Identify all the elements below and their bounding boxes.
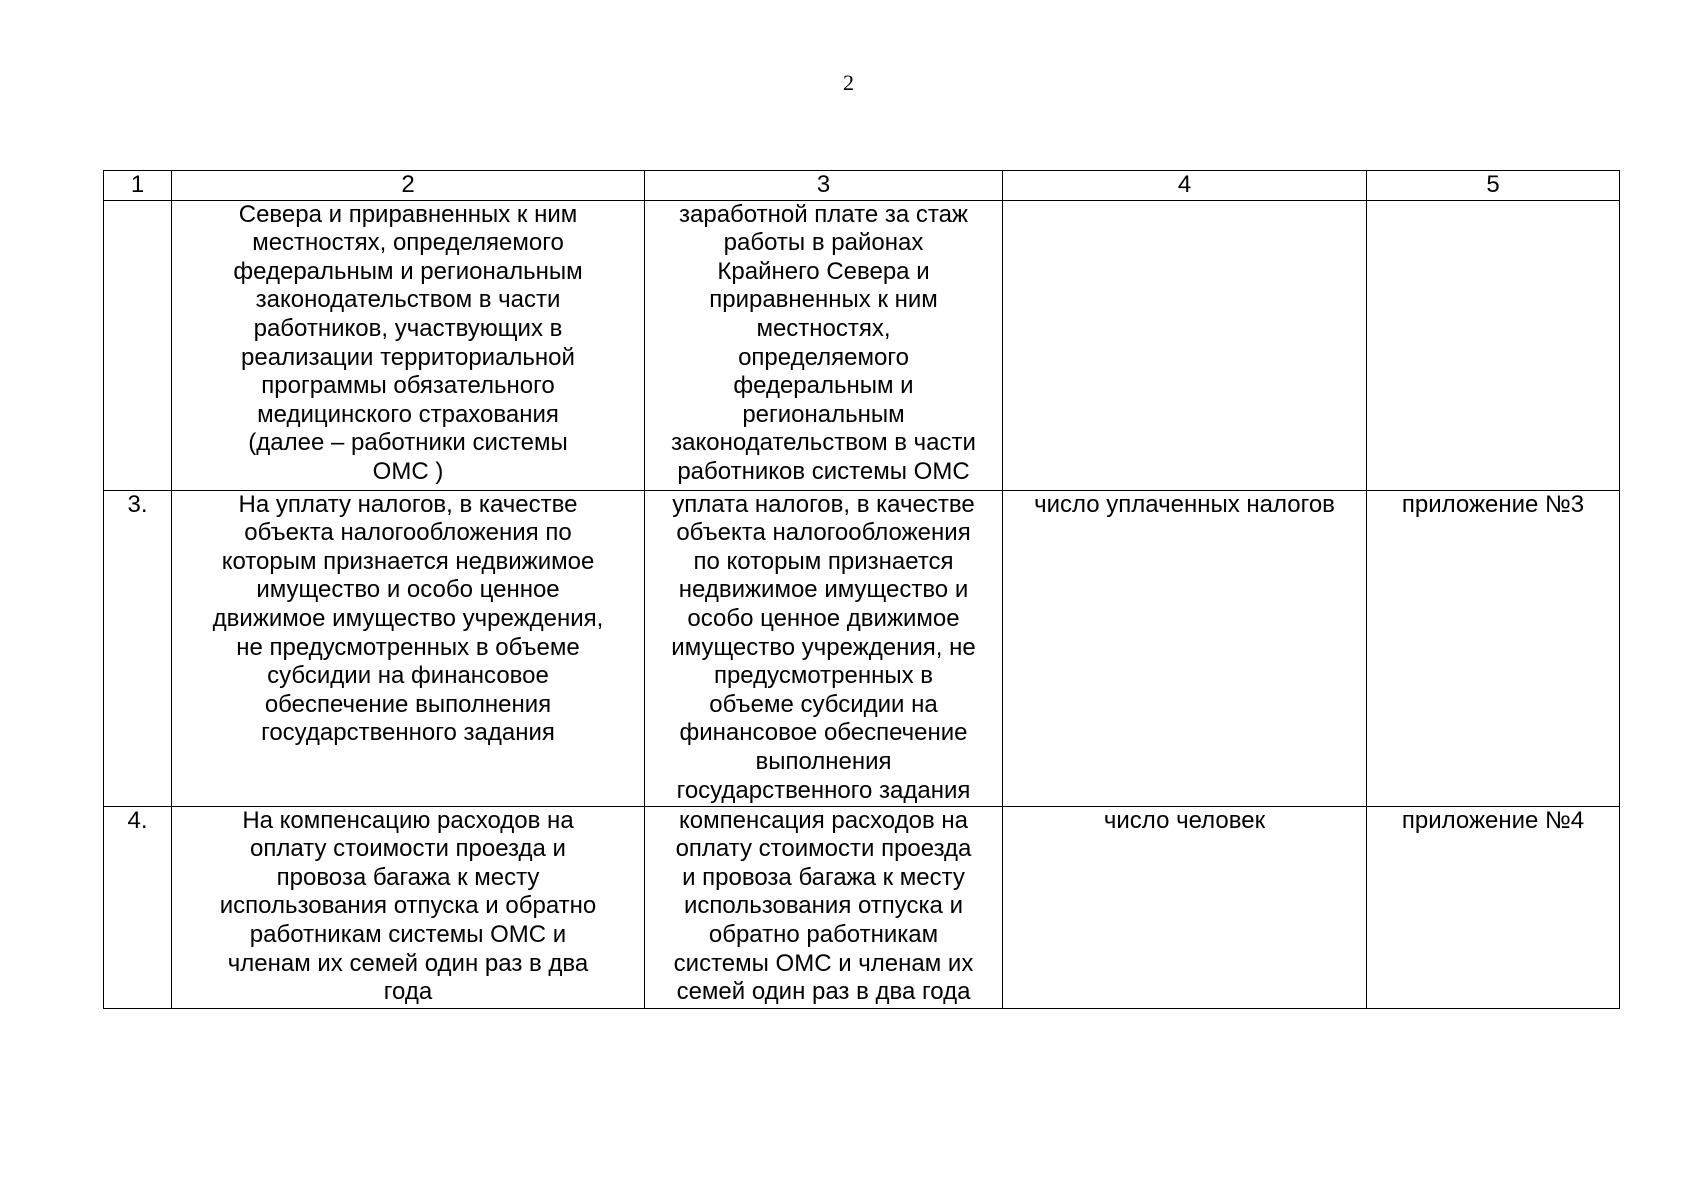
table-row xyxy=(104,200,1620,490)
row-appendix-cell xyxy=(1367,200,1620,490)
column-header: 2 xyxy=(172,171,645,201)
row-number-cell xyxy=(104,490,172,806)
row-name: На уплату налогов, в качестве объекта налогообложения по которым признается недвижимое имущество и особо ценное движимое имущество учреждения, не предусмотренных в объеме субсидии на финансовое обеспечение выполнения государственного задания xyxy=(212,490,604,747)
row-indicator: число человек xyxy=(1103,806,1266,834)
row-description: уплата налогов, в качестве объекта налогообложения по которым признается недвижимое имущество и особо ценное движимое имущество учреждения, не предусмотренных в объеме субсидии на финансовое обеспечение выполнения государственного задания xyxy=(671,490,976,804)
row-number: 3. xyxy=(127,490,148,518)
row-name: Севера и приравненных к ним местностях, определяемого федеральным и региональным законодательством в части работников, участвующих в реализации территориальной программы обязательного медицинского страхования (далее – работники системы ОМС ) xyxy=(233,200,583,485)
column-header: 5 xyxy=(1367,171,1620,201)
row-indicator-cell xyxy=(1003,200,1367,490)
table-header-row xyxy=(104,171,1620,201)
row-description-cell xyxy=(645,490,1003,806)
row-number: 4. xyxy=(127,806,148,834)
page-number: 2 xyxy=(843,70,854,95)
row-description-cell xyxy=(645,806,1003,1008)
row-description-cell xyxy=(645,200,1003,490)
row-name-cell xyxy=(172,490,645,806)
table-row xyxy=(104,490,1620,806)
column-header: 1 xyxy=(104,171,172,201)
row-number-cell xyxy=(104,200,172,490)
row-appendix-cell xyxy=(1367,490,1620,806)
column-header: 3 xyxy=(645,171,1003,201)
table-row xyxy=(104,806,1620,1008)
row-appendix: приложение №3 xyxy=(1401,490,1585,518)
row-name-cell xyxy=(172,806,645,1008)
row-indicator-cell xyxy=(1003,490,1367,806)
row-number-cell xyxy=(104,806,172,1008)
data-table xyxy=(103,170,1620,1009)
row-indicator: число уплаченных налогов xyxy=(1034,490,1335,518)
row-name: На компенсацию расходов на оплату стоимости проезда и провоза багажа к месту использования отпуска и обратно работникам системы ОМС и членам их семей один раз в два года xyxy=(219,806,597,1006)
row-indicator-cell xyxy=(1003,806,1367,1008)
row-description: компенсация расходов на оплату стоимости проезда и провоза багажа к месту использования отпуска и обратно работникам системы ОМС и членам их семей один раз в два года xyxy=(673,806,974,1006)
row-name-cell xyxy=(172,200,645,490)
column-header: 4 xyxy=(1003,171,1367,201)
row-description: заработной плате за стаж работы в районах Крайнего Севера и приравненных к ним местностях, определяемого федеральным и региональным законодательством в части работников системы ОМС xyxy=(671,200,976,485)
row-appendix: приложение №4 xyxy=(1401,806,1585,834)
row-appendix-cell xyxy=(1367,806,1620,1008)
